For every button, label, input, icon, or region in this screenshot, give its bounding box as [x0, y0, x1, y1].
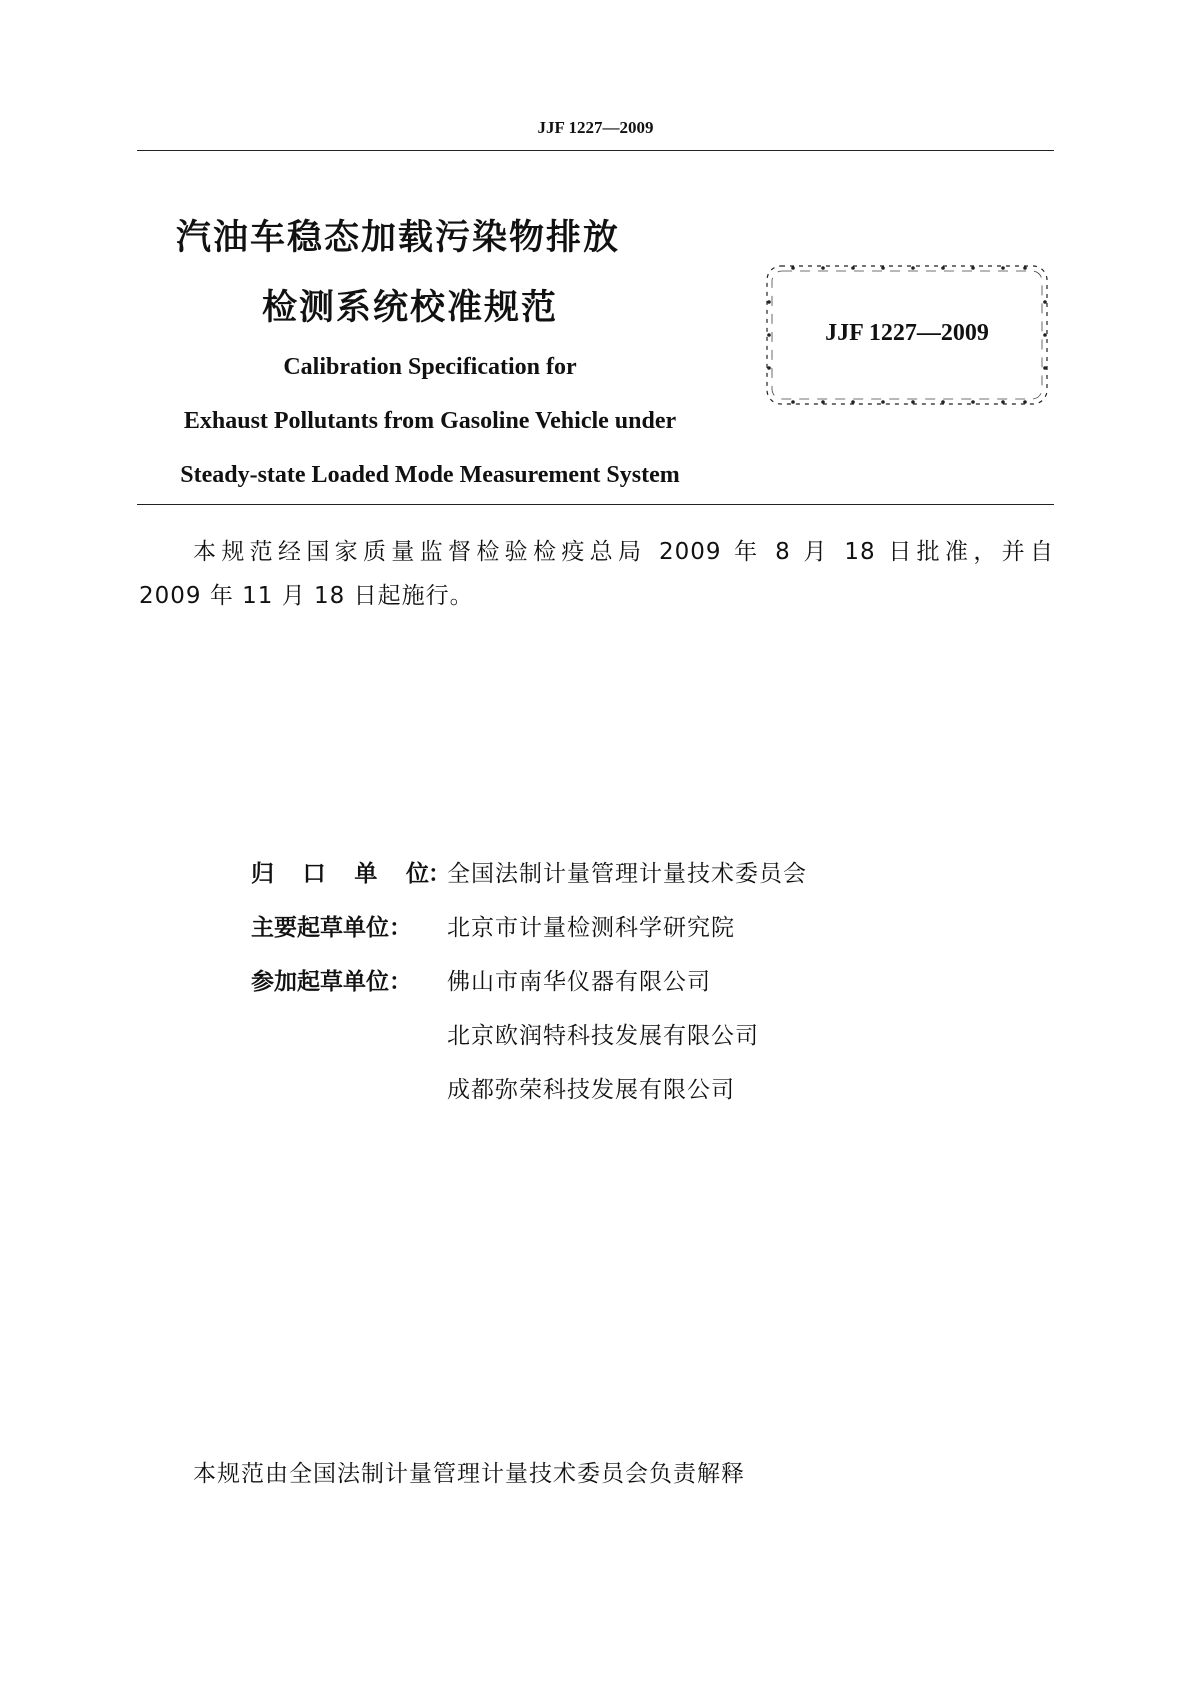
- title-chinese-line-1: 汽油车稳态加载污染物排放: [176, 218, 621, 258]
- approval-line-2: 2009 年 11 月 18 日起施行。: [139, 583, 474, 609]
- specification-code-box: [763, 262, 1051, 408]
- header-divider: [137, 150, 1054, 151]
- specification-code: JJF 1227—2009: [825, 320, 989, 346]
- label-char: 口: [302, 861, 326, 887]
- running-header: JJF 1227—2009: [537, 118, 654, 137]
- title-english-line-3: Steady-state Loaded Mode Measurement System: [180, 462, 680, 488]
- participating-drafter-label: 参加起草单位：: [251, 969, 412, 995]
- centralized-unit-value: 全国法制计量管理计量技术委员会: [447, 861, 807, 887]
- approval-statement: [139, 530, 1054, 618]
- participating-drafter-value-2: 北京欧润特科技发展有限公司: [447, 1023, 759, 1049]
- label-char: 位: [405, 861, 429, 887]
- centralized-unit-label: [251, 855, 429, 888]
- title-chinese-line-2: 检测系统校准规范: [262, 288, 559, 328]
- main-drafter-value: 北京市计量检测科学研究院: [447, 915, 735, 941]
- approval-line-1: 本规范经国家质量监督检验检疫总局 2009 年 8 月 18 日批准，并自: [193, 539, 1054, 565]
- main-drafter-label: 主要起草单位：: [251, 915, 412, 941]
- interpretation-note: 本规范由全国法制计量管理计量技术委员会负责解释: [193, 1461, 745, 1487]
- label-colon: ：: [428, 861, 451, 887]
- title-english-line-1: Calibration Specification for: [283, 354, 577, 380]
- title-english-line-2: Exhaust Pollutants from Gasoline Vehicle under: [183, 408, 677, 434]
- title-divider: [137, 504, 1054, 505]
- participating-drafter-value-1: 佛山市南华仪器有限公司: [447, 969, 711, 995]
- label-char: 归: [251, 861, 274, 887]
- label-char: 单: [354, 861, 378, 887]
- participating-drafter-value-3: 成都弥荣科技发展有限公司: [447, 1077, 735, 1103]
